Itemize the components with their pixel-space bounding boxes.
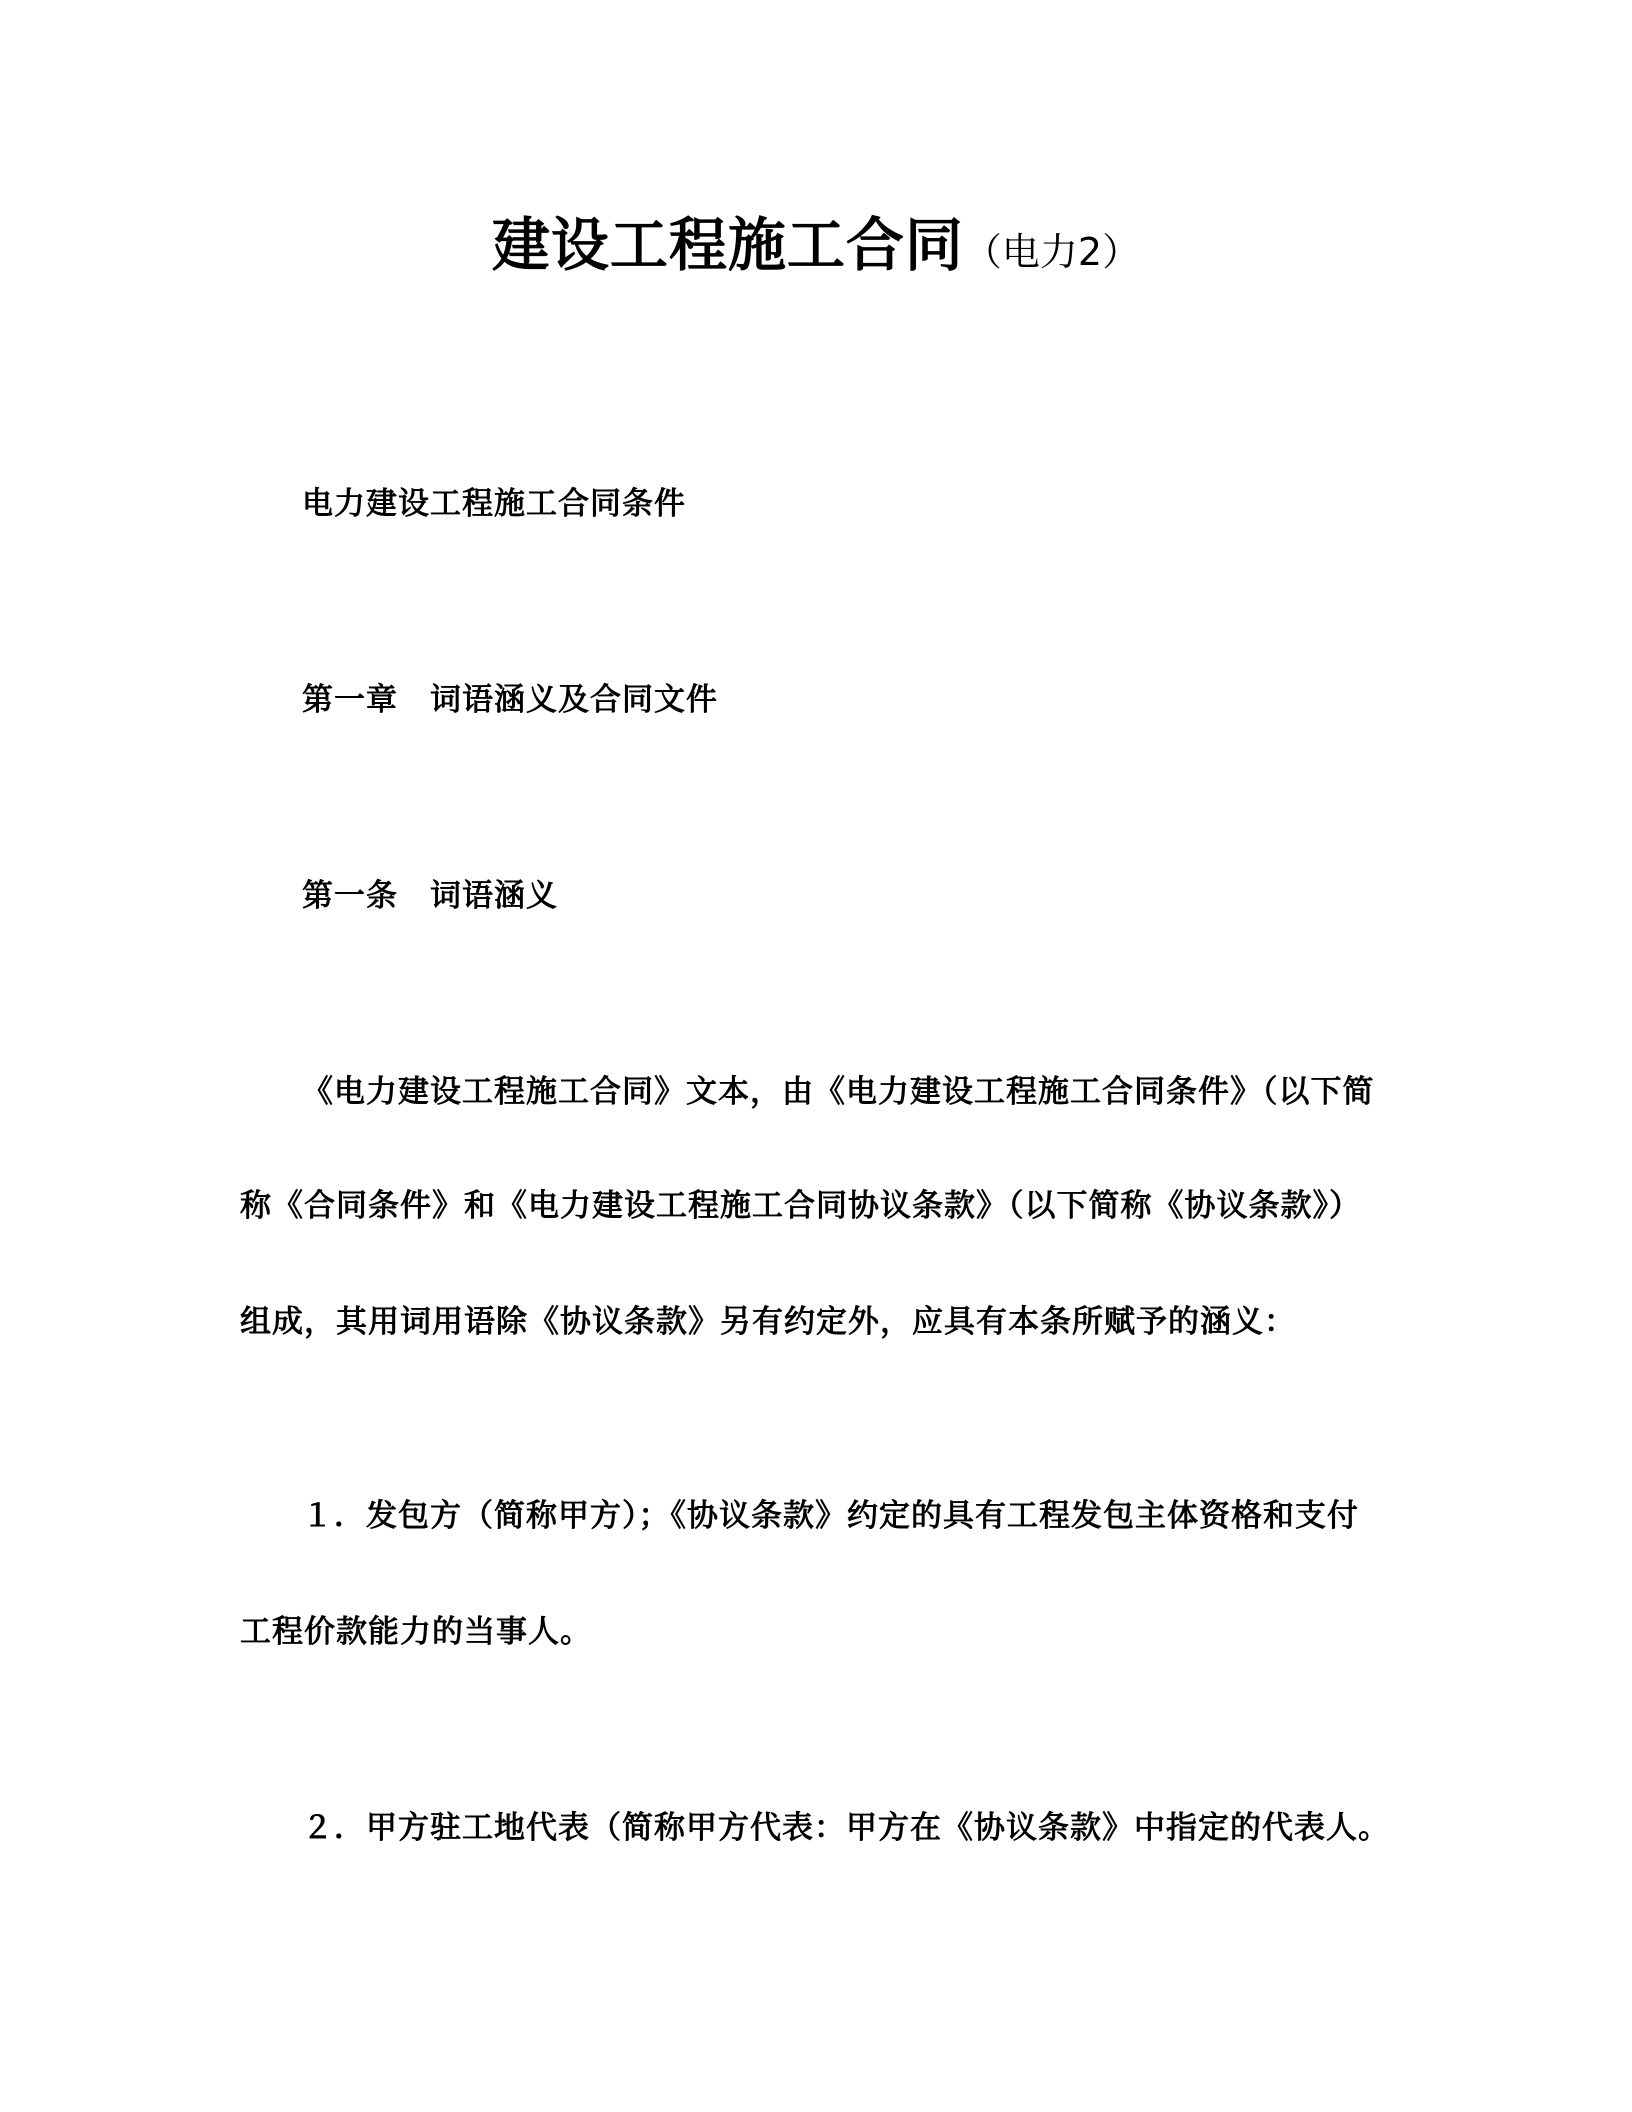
paragraph-line: 组成，其用词用语除《协议条款》另有约定外，应具有本条所赋予的涵义： xyxy=(240,1304,1296,1340)
paragraph-line: 称《合同条件》和《电力建设工程施工合同协议条款》（以下简称《协议条款》） xyxy=(240,1188,1361,1224)
paragraph-line: 《电力建设工程施工合同》文本，由《电力建设工程施工合同条件》（以下简 xyxy=(302,1074,1375,1110)
chapter-heading: 第一章 词语涵义及合同文件 xyxy=(302,682,718,718)
section-heading: 电力建设工程施工合同条件 xyxy=(302,486,686,522)
document-title-main: 建设工程施工合同 xyxy=(491,211,964,279)
list-item-line: 工程价款能力的当事人。 xyxy=(240,1614,592,1650)
document-title xyxy=(0,198,1632,282)
list-item-line: ２．甲方驻工地代表（简称甲方代表：甲方在《协议条款》中指定的代表人。 xyxy=(302,1810,1390,1846)
article-heading: 第一条 词语涵义 xyxy=(302,878,558,914)
list-item-line: １．发包方（简称甲方）；《协议条款》约定的具有工程发包主体资格和支付 xyxy=(302,1498,1359,1534)
document-title-sub: （电力2） xyxy=(963,230,1141,274)
